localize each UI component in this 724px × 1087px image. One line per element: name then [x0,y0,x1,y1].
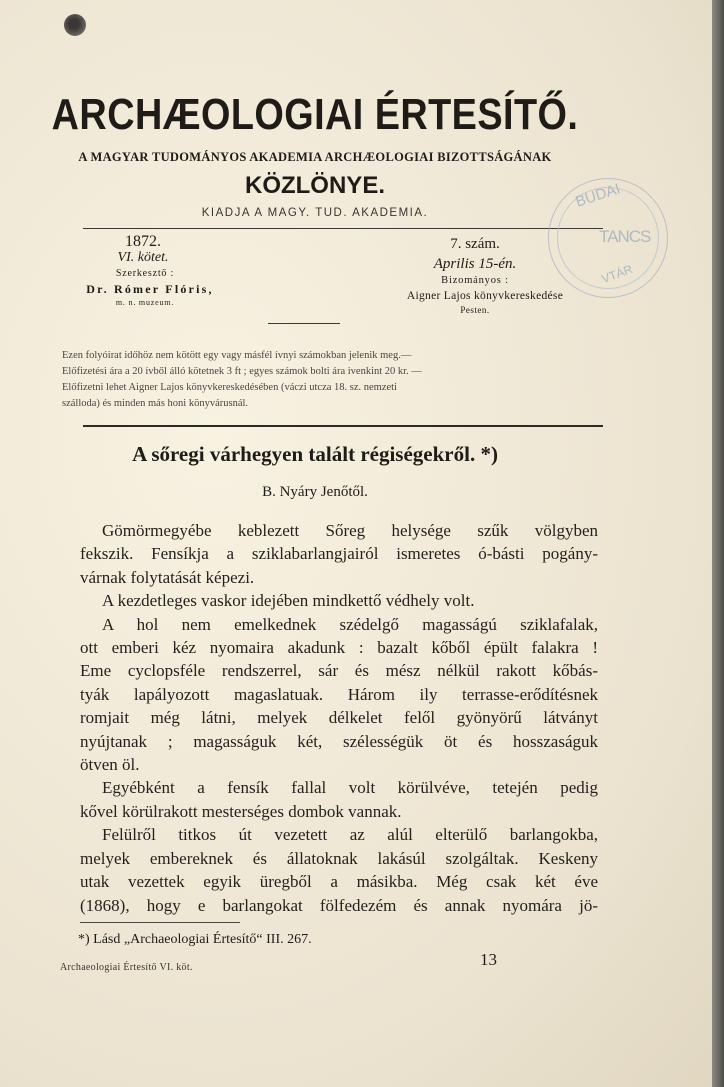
text-line: Felülről titkos út vezetett az alúl elterülő barlangokba, [102,825,598,845]
text-line: (1868), hogy e barlangokat fölfedezém és annak nyomára jö- [80,895,598,915]
issue-number: 7. szám. [450,236,500,252]
text-line: fekszik. Fensíkja a sziklabarlangjairól ismeretes ó-básti pogány- [80,544,598,564]
text-line: Egyébként a fensík fallal volt körülvéve, tetején pedig [102,778,598,798]
notice-line: Előfizetni lehet Aigner Lajos könyvkereskedésében (váczi utcza 18. sz. nemzeti [62,382,397,393]
publisher-label: Bizományos : [441,275,509,286]
text-line: ott emberi kéz nyomaira akadunk : bazalt kőből épült falakra ! [80,638,598,658]
text-line: Eme cyclopsféle rendszerrel, sár és mész nélkül rakott kőbás- [80,661,598,681]
notice-line: szálloda) és minden más honi könyvárusnál. [62,398,249,409]
text-line: melyek embereknek és állatoknak lakásúl szolgáltak. Keskeny [80,848,598,868]
publisher-line: KIADJA A MAGY. TUD. AKADEMIA. [201,207,429,219]
text-line: tyák lapályozott magaslatuak. Három ily terrasse-erődítésnek [80,684,598,704]
signature-mark: Archaeologiai Értesítő VI. köt. [60,962,193,973]
text-line: romjait még látni, melyek délkelet felől gyönyörű látványt [80,708,598,728]
article-body [80,519,598,917]
text-line: ötven öl. [80,755,140,775]
binding-hole [64,14,86,36]
text-line: A kezdetleges vaskor idejében mindkettő védhely volt. [102,591,475,611]
article-byline: B. Nyáry Jenőtől. [262,484,368,500]
text-line: várnak folytatását képezi. [80,567,255,587]
section-rule [83,425,603,427]
text-line: A hol nem emelkednek szédelgő magasságú sziklafalak, [102,614,598,634]
short-rule [268,323,340,324]
article-title: A sőregi várhegyen talált régiségekről. *) [132,442,498,466]
text-line: nyújtanak ; magasságuk két, szélességük öt és hosszaságuk [80,731,598,751]
publisher-place: Pesten. [460,305,490,315]
editor-name: Dr. Rómer Flóris, [86,282,214,296]
header-rule [83,228,603,229]
footnote: *) Lásd „Archaeologiai Értesítő“ III. 267. [78,932,312,947]
editor-place: m. n. muzeum. [115,298,175,307]
stamp-text: VTÁR [599,261,635,287]
journal-kozlonye: KÖZLÖNYE. [244,172,385,199]
editor-label: Szerkesztő : [115,268,175,279]
footnote-rule [80,922,240,923]
publisher-name: Aigner Lajos könyvkereskedése [406,290,564,302]
page-edge [712,0,724,1087]
library-stamp [548,178,668,298]
text-line: Gömörmegyébe keblezett Sőreg helysége szűk völgyben [102,521,598,540]
notice-line: Előfizetési ára a 20 ívből álló kötetnek 3 ft ; egyes számok bolti ára ivenkint 20 kr. — [62,366,422,377]
subscription-notice [62,348,602,412]
journal-title: ARCHÆOLOGIAI ÉRTESÍTŐ. [51,90,579,139]
stamp-text: TANCS [599,227,651,246]
notice-line: Ezen folyóirat időhöz nem kötött egy vagy másfél ívnyi számokban jelenik meg.— [62,350,412,361]
issue-date: Aprilis 15-én. [433,256,517,272]
journal-subtitle: A MAGYAR TUDOMÁNYOS AKADEMIA ARCHÆOLOGIAI BIZOTTSÁGÁNAK [78,150,552,164]
issue-volume: VI. kötet. [117,250,169,265]
stamp-text: BUDAI [573,180,623,211]
page-number: 13 [480,950,497,969]
text-line: kővel körülrakott mesterséges dombok vannak. [80,801,402,821]
text-line: utak vezettek egyik üregből a másikba. Még csak két éve [80,872,598,892]
issue-year: 1872. [125,233,161,250]
